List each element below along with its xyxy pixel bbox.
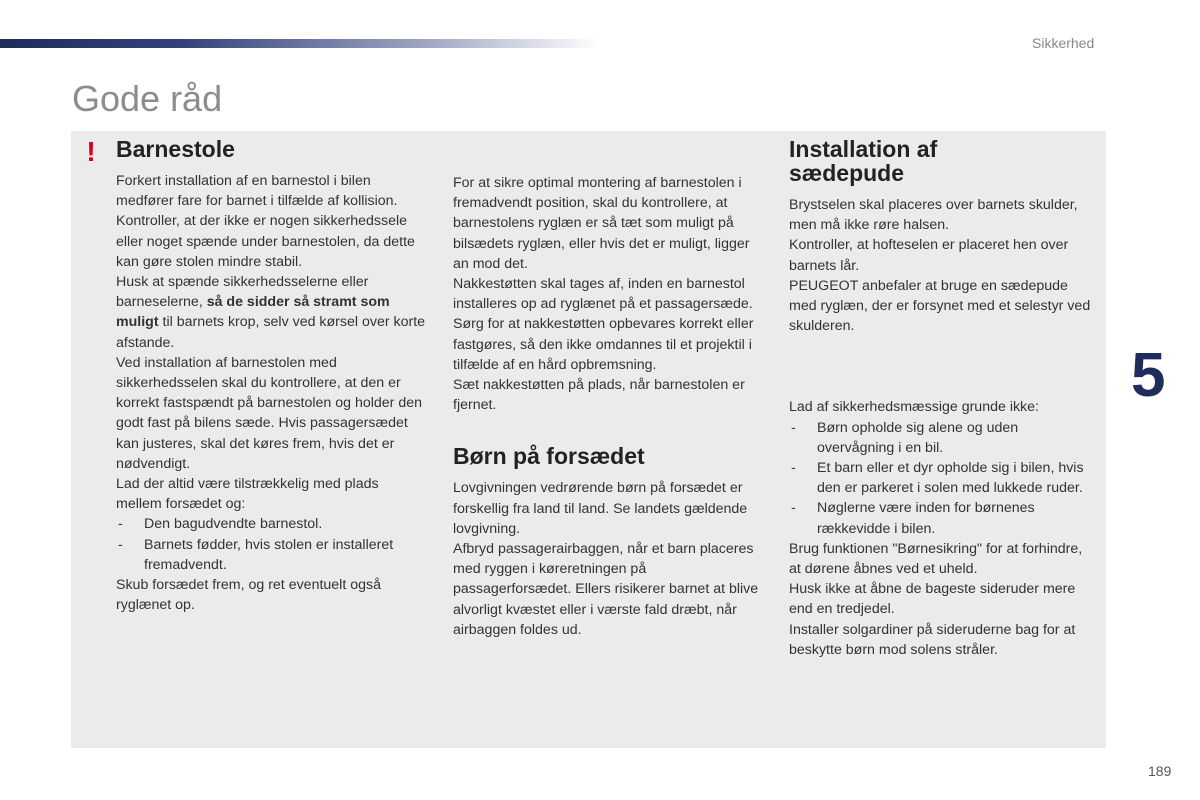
- chapter-number: 5: [1131, 341, 1166, 410]
- paragraph: [116, 272, 428, 353]
- paragraph: Skub forsædet frem, og ret eventuelt også ryglænet op.: [116, 577, 381, 614]
- paragraph: Nakkestøtten skal tages af, inden en barnestol installeres op ad ryglænet på et passagersæde.: [453, 276, 753, 313]
- page-title: Gode råd: [72, 78, 223, 119]
- text-span: Husk at spænde sikkerhedsselerne eller barneselerne,: [116, 274, 369, 311]
- warning-icon: !: [86, 136, 96, 167]
- paragraph: Lovgivningen vedrørende børn på forsædet er forskellig fra land til land. Se landets gældende lovgivning.: [453, 480, 748, 537]
- list-item: - Nøglerne være inden for børnenes rækkevidde i bilen.: [789, 498, 1095, 538]
- column-barnestole: [116, 137, 428, 615]
- paragraph: Installer solgardiner på sideruderne bag for at beskytte børn mod solens stråler.: [789, 621, 1076, 658]
- paragraph: Sørg for at nakkestøtten opbevares korrekt eller fastgøres, så den ikke omdannes til et projektil i tilfælde af en hård opbremsning.: [453, 316, 754, 373]
- list: [789, 418, 1095, 539]
- paragraph: Brystselen skal placeres over barnets skulder, men må ikke røre halsen.: [789, 197, 1078, 234]
- section-label: Sikkerhed: [1032, 35, 1095, 51]
- paragraph: Brug funktionen "Børnesikring" for at forhindre, at dørene åbnes ved et uheld.: [789, 540, 1083, 578]
- paragraph: Sæt nakkestøtten på plads, når barnestolen er fjernet.: [453, 377, 745, 414]
- heading-barnestole: Barnestole: [116, 136, 235, 162]
- text-span: til barnets krop, selv ved kørsel over korte afstande.: [116, 314, 426, 351]
- paragraph: Lad af sikkerhedsmæssige grunde ikke:: [789, 399, 1039, 416]
- list-item: - Barnets fødder, hvis stolen er installeret fremadvendt.: [116, 535, 428, 575]
- header-bar: [0, 39, 600, 48]
- bold-text: så de sidder så stramt som muligt: [116, 294, 390, 331]
- heading-born-pa-forsaedet: Børn på forsædet: [453, 443, 645, 470]
- paragraph: Ved installation af barnestolen med sikkerhedsselen skal du kontrollere, at den er korrekt fastspændt på barnestolen og holder den godt fast på bilens sæde. Hvis passagersædet kan justeres, skal det køres frem, hvis det er nødvendigt.: [116, 354, 423, 472]
- list-item: - Børn opholde sig alene og uden overvågning i en bil.: [789, 418, 1095, 458]
- paragraph: Husk ikke at åbne de bageste sideruder mere end en tredjedel.: [789, 581, 1076, 618]
- list-item: - Et barn eller et dyr opholde sig i bilen, hvis den er parkeret i solen med lukkede ruder.: [789, 458, 1095, 498]
- list-item: - Den bagudvendte barnestol.: [116, 514, 428, 534]
- page-number: 189: [1148, 763, 1172, 779]
- column-saedepude: [789, 137, 1095, 660]
- paragraph: PEUGEOT anbefaler at bruge en sædepude med ryglæn, der er forsynet med et selestyr ved skulderen.: [789, 277, 1091, 335]
- paragraph: Lad der altid være tilstrækkelig med plads mellem forsædet og:: [116, 476, 379, 513]
- paragraph: Forkert installation af en barnestol i bilen medfører fare for barnet i tilfælde af kollision. Kontroller, at der ikke er nogen sikkerhedssele eller noget spænde under barnestolen, da dette kan gøre stolen mindre stabil.: [116, 173, 415, 270]
- paragraph: Kontroller, at hofteselen er placeret hen over barnets lår.: [789, 237, 1069, 274]
- column-2: [453, 173, 763, 640]
- paragraph: For at sikre optimal montering af barnestolen i fremadvendt position, skal du kontrollere, at barnestolens ryglæn er så tæt som muligt på bilsædets ryglæn, eller hvis det er muligt, ligger an mod det.: [453, 175, 750, 272]
- heading-installation-saedepude: Installation af sædepude: [789, 136, 938, 186]
- list: [116, 514, 428, 575]
- paragraph: Afbryd passagerairbaggen, når et barn placeres med ryggen i køreretningen på passagerforsædet. Ellers risikerer barnet at blive alvorligt kvæstet eller i værste fald dræbt, når airbaggen foldes ud.: [453, 541, 759, 638]
